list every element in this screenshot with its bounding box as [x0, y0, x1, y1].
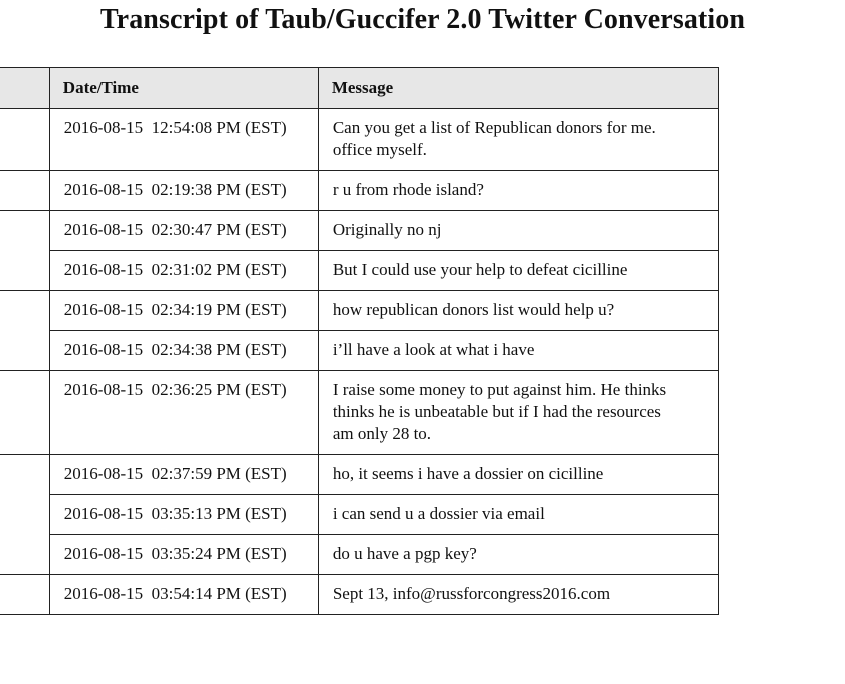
sender-cell [0, 371, 49, 455]
datetime-cell: 2016-08-15 02:37:59 PM (EST) [49, 455, 318, 495]
message-cell [318, 535, 718, 575]
header-sender [0, 68, 49, 109]
table-row [0, 535, 719, 575]
datetime-cell: 2016-08-15 02:34:38 PM (EST) [49, 331, 318, 371]
header-message: Message [318, 68, 718, 109]
message-cell [318, 251, 718, 291]
sender-cell [0, 211, 49, 291]
message-line: office myself. [332, 140, 427, 159]
table-row [0, 171, 719, 211]
message-cell [318, 171, 718, 211]
message-line: do u have a pgp key? [332, 544, 477, 563]
message-line: Can you get a list of Republican donors for me. [332, 118, 656, 137]
message-line: i’ll have a look at what i have [332, 340, 535, 359]
table-row [0, 331, 719, 371]
datetime-cell: 2016-08-15 12:54:08 PM (EST) [49, 109, 318, 171]
header-datetime: Date/Time [49, 68, 318, 109]
message-line: i can send u a dossier via email [332, 504, 545, 523]
message-cell [318, 211, 718, 251]
message-line: I raise some money to put against him. He thinks [332, 380, 667, 399]
table-row [0, 109, 719, 171]
message-line: ho, it seems i have a dossier on cicilline [332, 464, 604, 483]
document-title: Transcript of Taub/Guccifer 2.0 Twitter Conversation [99, 4, 746, 35]
sender-cell [0, 171, 49, 211]
message-line: r u from rhode island? [332, 180, 484, 199]
message-cell [318, 291, 718, 331]
table-row [0, 455, 719, 495]
message-line: Sept 13, info@russforcongress2016.com [332, 584, 611, 603]
message-line: Originally no nj [332, 220, 442, 239]
message-cell [318, 455, 718, 495]
datetime-cell: 2016-08-15 02:34:19 PM (EST) [49, 291, 318, 331]
message-cell [318, 371, 718, 455]
table-row [0, 211, 719, 251]
message-cell [318, 575, 718, 615]
sender-cell [0, 455, 49, 575]
transcript-table [0, 67, 719, 615]
table-row [0, 575, 719, 615]
datetime-cell: 2016-08-15 02:19:38 PM (EST) [49, 171, 318, 211]
datetime-cell: 2016-08-15 02:31:02 PM (EST) [49, 251, 318, 291]
message-line: thinks he is unbeatable but if I had the resources [332, 402, 661, 421]
message-line: how republican donors list would help u? [332, 300, 615, 319]
datetime-cell: 2016-08-15 02:30:47 PM (EST) [49, 211, 318, 251]
message-line: am only 28 to. [332, 424, 432, 443]
datetime-cell: 2016-08-15 03:54:14 PM (EST) [49, 575, 318, 615]
table-row [0, 291, 719, 331]
message-cell [318, 495, 718, 535]
message-cell [318, 109, 718, 171]
sender-cell [0, 109, 49, 171]
sender-cell [0, 291, 49, 371]
datetime-cell: 2016-08-15 02:36:25 PM (EST) [49, 371, 318, 455]
datetime-cell: 2016-08-15 03:35:13 PM (EST) [49, 495, 318, 535]
table-row [0, 371, 719, 455]
message-line: But I could use your help to defeat cicilline [332, 260, 628, 279]
table-row [0, 251, 719, 291]
table-header-row [0, 68, 719, 109]
message-cell [318, 331, 718, 371]
table-row [0, 495, 719, 535]
sender-cell [0, 575, 49, 615]
datetime-cell: 2016-08-15 03:35:24 PM (EST) [49, 535, 318, 575]
